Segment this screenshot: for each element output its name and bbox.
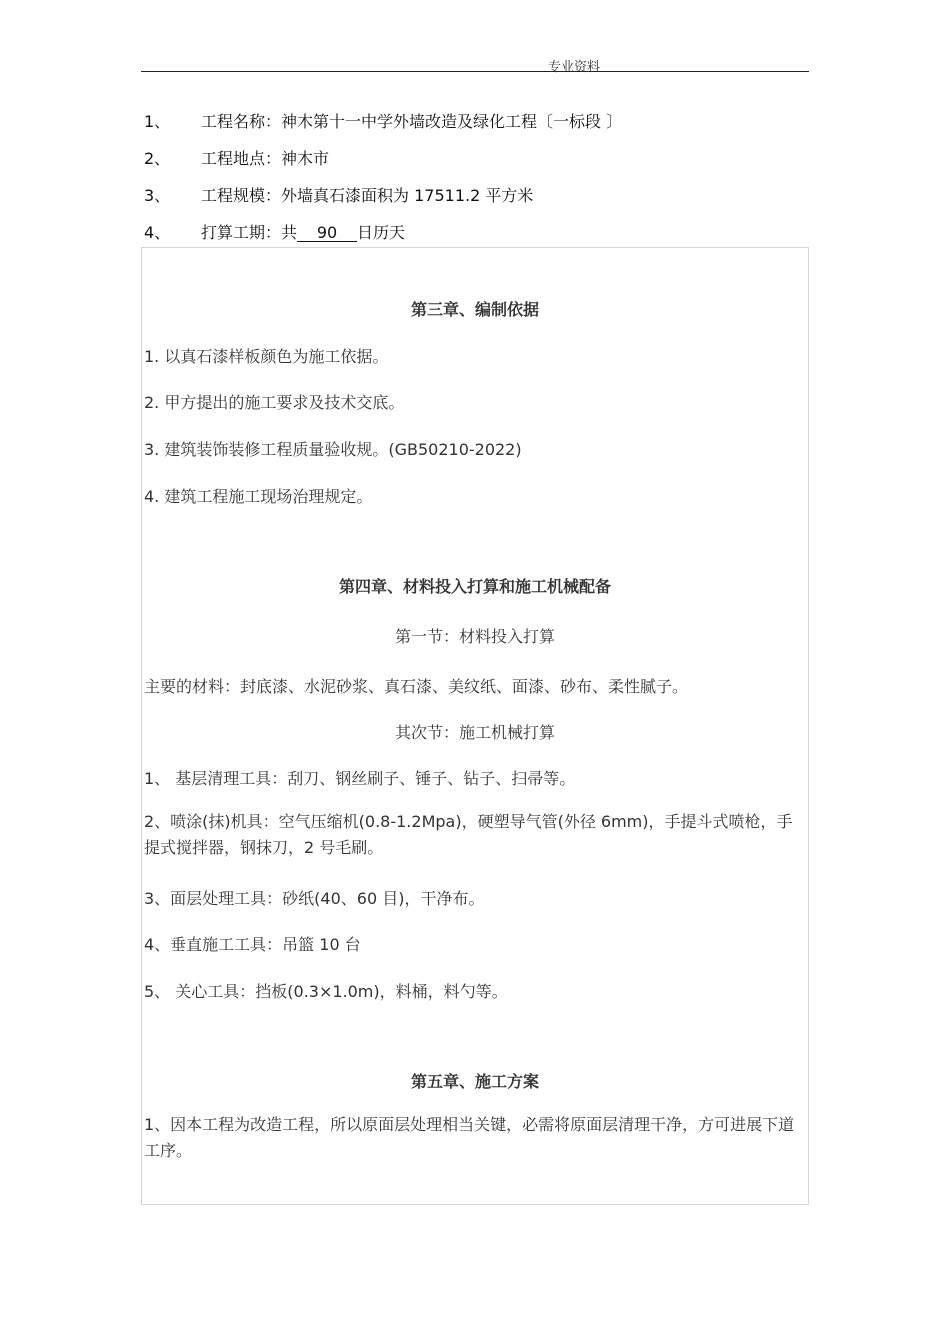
basis-item: 1. 以真石漆样板颜色为施工依据。	[144, 347, 389, 366]
tool-item: 4、垂直施工工具：吊篮 10 台	[144, 935, 361, 954]
info-schedule: 打算工期：共 90 日历天	[201, 223, 406, 242]
basis-item: 4. 建筑工程施工现场治理规定。	[144, 487, 373, 506]
basis-item: 3. 建筑装饰装修工程质量验收规。(GB50210-2022)	[144, 440, 522, 459]
section2-title: 其次节：施工机械打算	[394, 723, 555, 742]
basis-item: 2. 甲方提出的施工要求及技术交底。	[144, 393, 405, 412]
info-number: 4、	[144, 223, 171, 242]
tool-item: 3、面层处理工具：砂纸(40、60 目)，干净布。	[144, 889, 485, 908]
chapter5-title: 第五章、施工方案	[410, 1072, 539, 1091]
chapter3-title: 第三章、编制依据	[410, 300, 539, 319]
chapter4-title: 第四章、材料投入打算和施工机械配备	[338, 577, 611, 596]
info-number: 2、	[144, 149, 171, 168]
schedule-days: 90	[297, 225, 357, 242]
info-project-scale: 工程规模：外墙真石漆面积为 17511.2 平方米	[201, 186, 534, 205]
materials-list: 主要的材料：封底漆、水泥砂浆、真石漆、美纹纸、面漆、砂布、柔性腻子。	[144, 677, 689, 696]
plan-item: 1、因本工程为改造工程，所以原面层处理相当关键，必需将原面层清理干净，方可进展下道工序。	[144, 1115, 795, 1160]
info-project-name: 工程名称：神木第十一中学外墙改造及绿化工程〔一标段 〕	[201, 112, 623, 131]
page-header-label: 专业资料	[548, 60, 601, 75]
section1-title: 第一节：材料投入打算	[394, 627, 555, 646]
info-number: 1、	[144, 112, 171, 131]
info-project-location: 工程地点：神木市	[201, 149, 330, 168]
tool-item: 2、喷涂(抹)机具：空气压缩机(0.8-1.2Mpa)，硬塑导气管(外径 6mm)，手提斗式喷枪，手提式搅拌器，钢抹刀，2 号毛刷。	[144, 812, 793, 857]
header-divider	[141, 71, 809, 72]
tool-item: 1、 基层清理工具：刮刀、钢丝刷子、锤子、钻子、扫帚等。	[144, 769, 576, 788]
info-number: 3、	[144, 186, 171, 205]
tool-item: 5、 关心工具：挡板(0.3×1.0m)，料桶，料勺等。	[144, 982, 508, 1001]
